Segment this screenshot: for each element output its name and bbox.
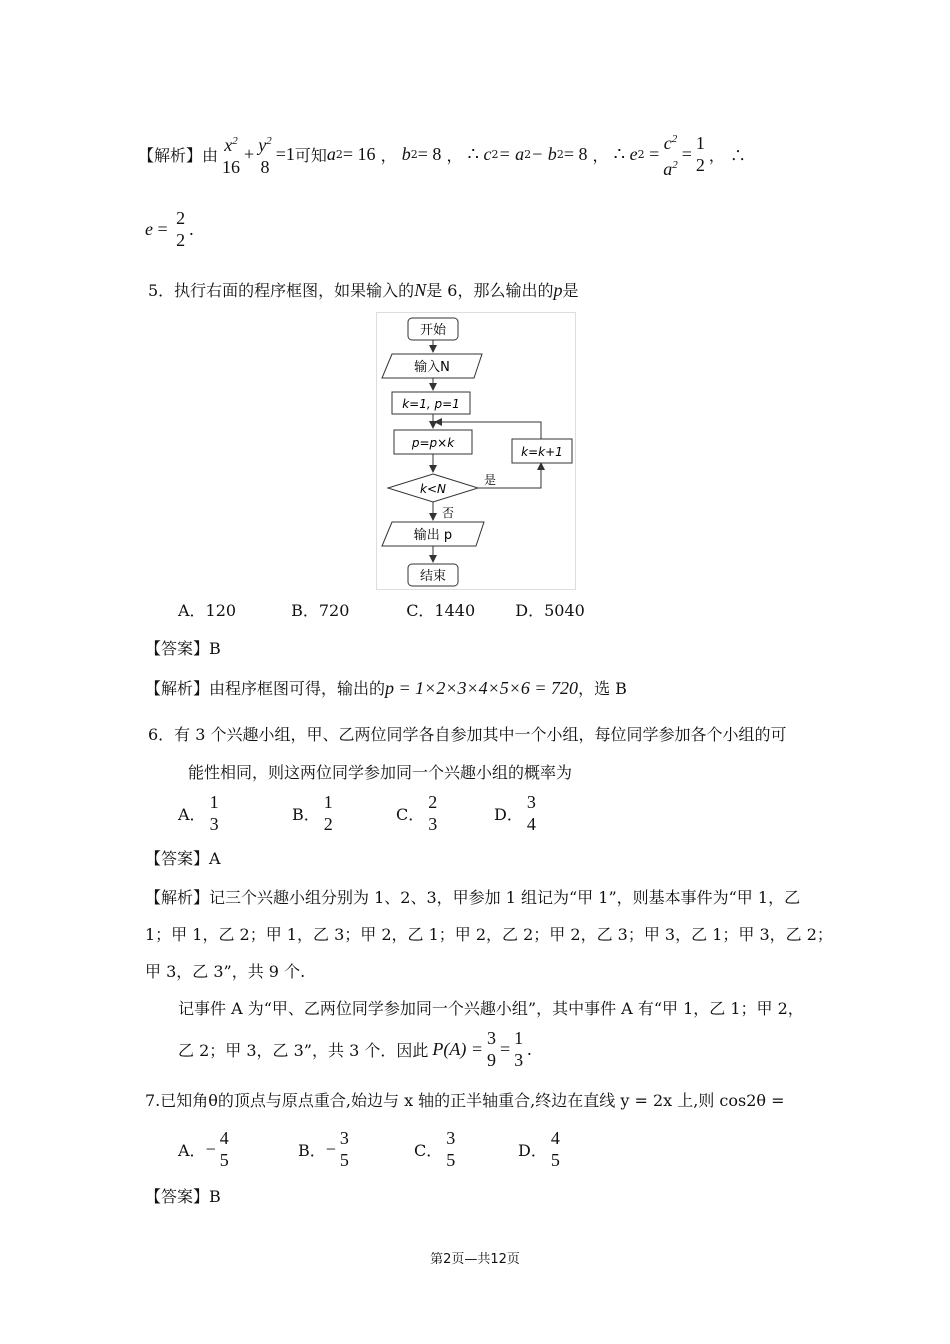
q6-answer: 【答案】A bbox=[145, 849, 221, 868]
q6-option-d: D． 3 4 bbox=[494, 792, 536, 834]
q7-option-d: D． 4 5 bbox=[518, 1128, 560, 1170]
q5-stem: 5．执行右面的程序框图，如果输入的N是 6，那么输出的p是 bbox=[148, 280, 579, 300]
flow-init-text: k=1, p=1 bbox=[402, 397, 460, 411]
flow-decision-text: k<N bbox=[420, 482, 446, 496]
flow-no-text: 否 bbox=[442, 506, 455, 520]
analysis-text: 由 bbox=[202, 145, 219, 165]
q6-stem-1: 6．有 3 个兴趣小组，甲、乙两位同学各自参加其中一个小组，每位同学参加各个小组的可 bbox=[148, 725, 787, 744]
q7-option-a: A． − 4 5 bbox=[178, 1128, 229, 1170]
q5-option-d: D．5040 bbox=[515, 601, 585, 620]
program-flowchart bbox=[376, 312, 576, 590]
q5-option-b: B．720 bbox=[291, 601, 350, 620]
flow-mult-text: p=p×k bbox=[411, 436, 455, 450]
q5-option-c: C．1440 bbox=[406, 601, 476, 620]
q6-option-c: C． 2 3 bbox=[396, 792, 438, 834]
fraction-y2-8: $y^2$ 8 bbox=[258, 135, 272, 177]
q4-e-line: e = 2 2 . bbox=[145, 208, 194, 250]
q6-analysis-5: 乙 2；甲 3，乙 3”，共 3 个．因此 P(A) = 3 9 = 1 3 . bbox=[178, 1028, 532, 1070]
flow-yes-text: 是 bbox=[484, 473, 497, 487]
q7-option-b: B． − 3 5 bbox=[298, 1128, 349, 1170]
q6-option-b: B． 1 2 bbox=[292, 792, 333, 834]
q5-options bbox=[178, 598, 585, 621]
q7-answer: 【答案】B bbox=[145, 1187, 221, 1206]
fraction-one-half: 1 2 bbox=[695, 133, 705, 175]
flow-input-text: 输入N bbox=[414, 360, 450, 375]
q6-analysis-4: 记事件 A 为“甲、乙两位同学参加同一个兴趣小组”，其中事件 A 有“甲 1，乙 1；甲 2， bbox=[178, 999, 804, 1018]
q7-stem: 7.已知角θ的顶点与原点重合,始边与 x 轴的正半轴重合,终边在直线 y = 2x 上,则 cos2θ = bbox=[145, 1091, 785, 1110]
q6-options bbox=[178, 788, 540, 838]
fraction-x2-16: $x^2$ 16 bbox=[222, 135, 241, 177]
q6-analysis-1: 【解析】记三个兴趣小组分别为 1、2、3，甲参加 1 组记为“甲 1”，则基本事件为“甲 1，乙 bbox=[145, 888, 801, 907]
q7-option-c: C． 3 5 bbox=[414, 1128, 456, 1170]
page-footer: 第2页—共12页 bbox=[430, 1252, 520, 1267]
q6-analysis-2: 1；甲 1，乙 2；甲 1，乙 3；甲 2，乙 1；甲 2，乙 2；甲 2，乙 3；甲 3，乙 1；甲 3，乙 2； bbox=[145, 925, 833, 944]
q6-stem-2: 能性相同，则这两位同学参加同一个兴趣小组的概率为 bbox=[188, 763, 573, 782]
flow-start-text: 开始 bbox=[419, 323, 447, 338]
fraction-c2-a2: $c^2$ $a^2$ bbox=[663, 133, 678, 179]
flow-incr-text: k=k+1 bbox=[521, 445, 563, 459]
q6-analysis-3: 甲 3，乙 3”，共 9 个. bbox=[145, 962, 306, 981]
analysis-label: 【解析】 bbox=[138, 145, 203, 165]
q5-analysis: 【解析】由程序框图可得，输出的p = 1×2×3×4×5×6 = 720，选 B bbox=[145, 678, 627, 698]
fraction-e: 2 2 bbox=[176, 208, 186, 250]
q6-option-a: A． 1 3 bbox=[178, 792, 219, 834]
flow-output-text: 输出 p bbox=[413, 528, 453, 543]
flow-end-text: 结束 bbox=[419, 569, 447, 584]
q4-analysis-line: 【解析】 由 $x^2$ 16 + $y^2$ 8 =1 可知 a 2 = 16 ， b 2 = 8 ， ∴ c 2 = a 2 − b 2 = 8 ， ∴ e 2 = $c^2$ $a^2$ = 1 2 ， ∴ bbox=[138, 128, 746, 180]
q5-option-a: A．120 bbox=[178, 601, 237, 620]
q7-options bbox=[178, 1124, 564, 1174]
q5-answer: 【答案】B bbox=[145, 639, 221, 658]
